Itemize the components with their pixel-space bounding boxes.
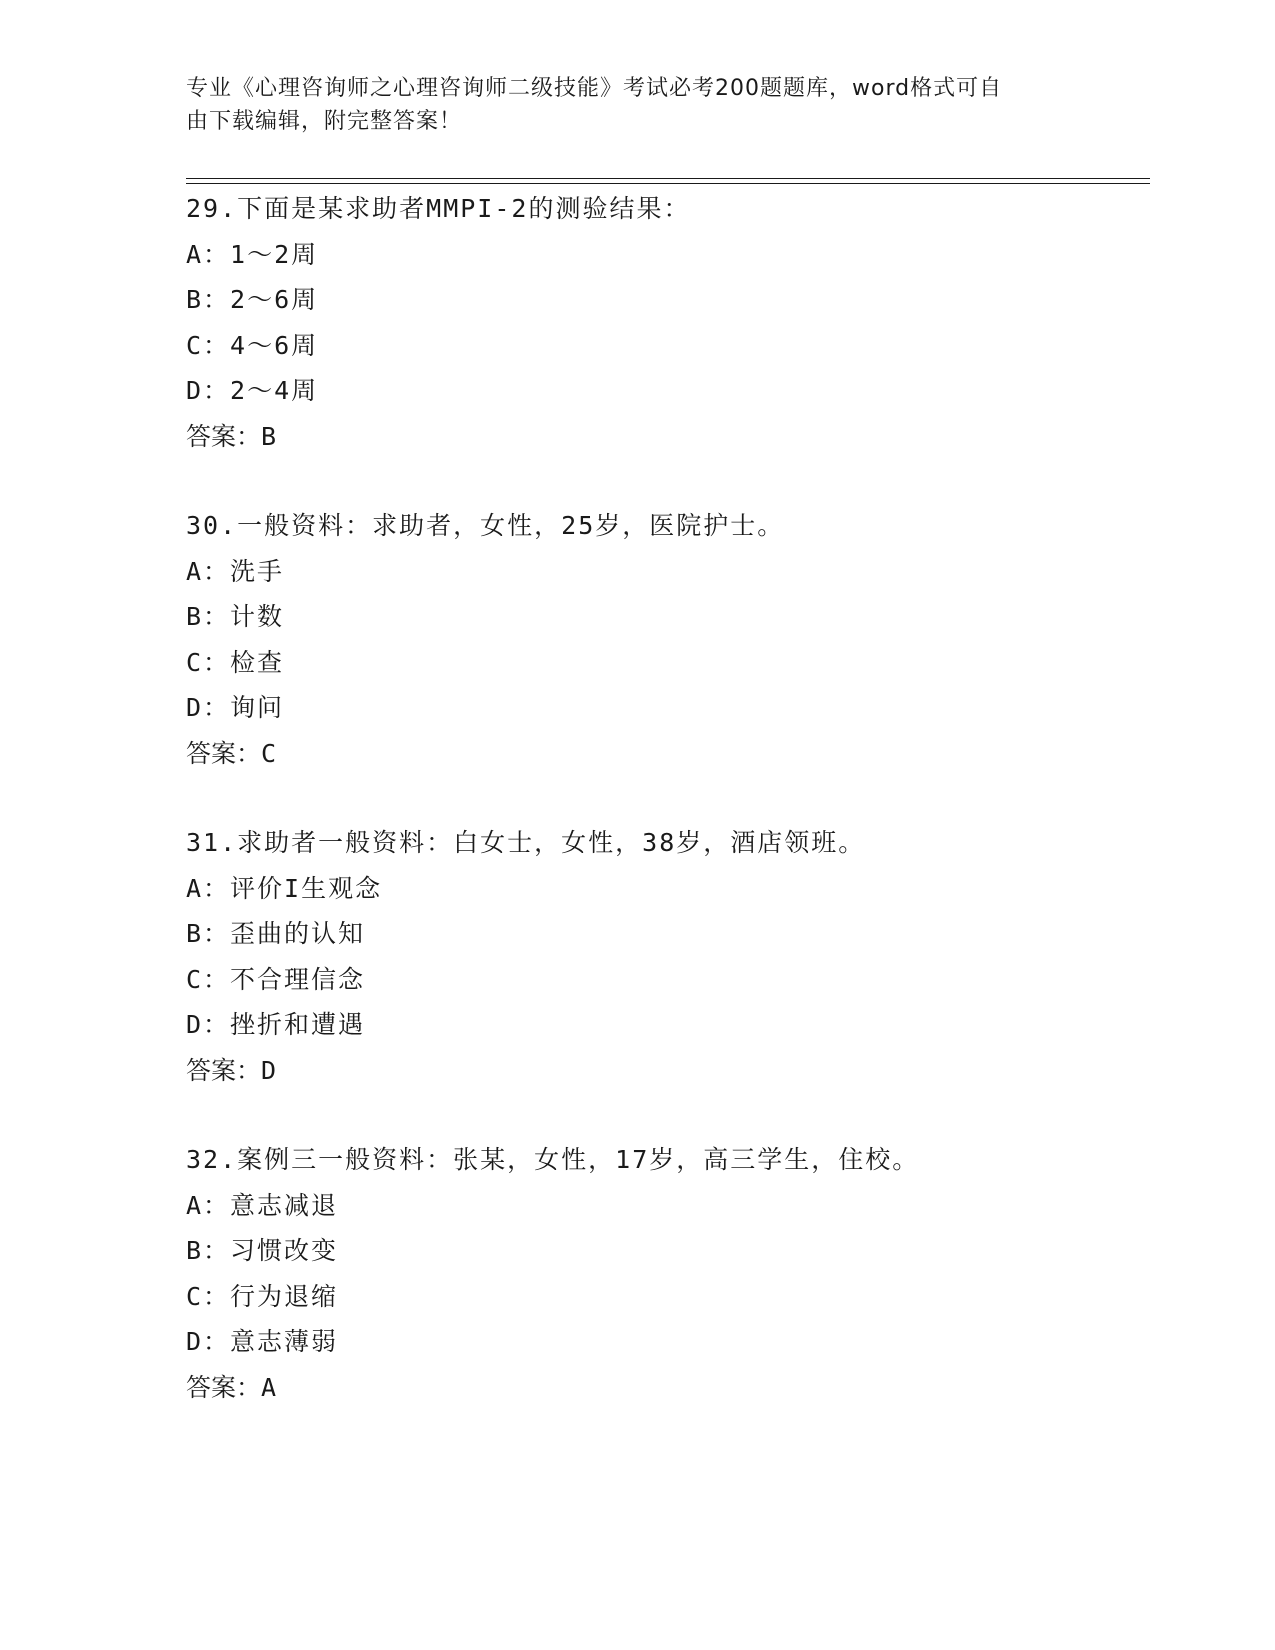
document-header [186, 72, 1086, 138]
header-line-2: 由下载编辑，附完整答案！ [186, 109, 463, 134]
option-d: D：询问 [186, 693, 285, 722]
answer-value: B [261, 421, 277, 451]
answer-label: 答案： [186, 421, 262, 451]
option-a: A：洗手 [186, 556, 285, 586]
header-divider-top [186, 178, 1150, 179]
answer-value: D [261, 1055, 277, 1085]
answer-line [186, 731, 1146, 777]
option-c: C：行为退缩 [186, 1281, 339, 1311]
question-list [186, 186, 1146, 1454]
answer-value: A [261, 1372, 277, 1402]
option-a: A：评价I生观念 [186, 873, 383, 903]
question-stem: 29.下面是某求助者MMPI-2的测验结果： [186, 194, 691, 223]
question-stem: 32.案例三一般资料：张某，女性，17岁，高三学生，住校。 [186, 1145, 920, 1174]
answer-label: 答案： [186, 1055, 262, 1085]
answer-label: 答案： [186, 1372, 262, 1402]
option-b: B：2～6周 [186, 285, 319, 314]
answer-value: C [261, 738, 277, 768]
option-d: D：意志薄弱 [186, 1327, 339, 1356]
option-c: C：检查 [186, 647, 285, 677]
option-d: D：挫折和遭遇 [186, 1010, 366, 1039]
question-29 [186, 186, 1146, 459]
question-stem: 31.求助者一般资料：白女士，女性，38岁，酒店领班。 [186, 828, 866, 857]
question-stem: 30.一般资料：求助者，女性，25岁，医院护士。 [186, 511, 785, 540]
question-32 [186, 1137, 1146, 1410]
question-30 [186, 503, 1146, 776]
option-a: A：1～2周 [186, 239, 319, 269]
option-b: B：计数 [186, 602, 285, 631]
answer-line [186, 414, 1146, 460]
option-b: B：歪曲的认知 [186, 919, 366, 948]
answer-line [186, 1048, 1146, 1094]
option-d: D：2～4周 [186, 376, 319, 405]
header-divider-bottom [186, 183, 1150, 184]
option-a: A：意志减退 [186, 1190, 339, 1220]
answer-label: 答案： [186, 738, 262, 768]
question-31 [186, 820, 1146, 1093]
option-c: C：不合理信念 [186, 964, 366, 994]
answer-line [186, 1365, 1146, 1411]
header-line-1: 专业《心理咨询师之心理咨询师二级技能》考试必考200题题库，word格式可自 [186, 76, 1003, 101]
option-c: C：4～6周 [186, 330, 319, 360]
option-b: B：习惯改变 [186, 1236, 339, 1265]
